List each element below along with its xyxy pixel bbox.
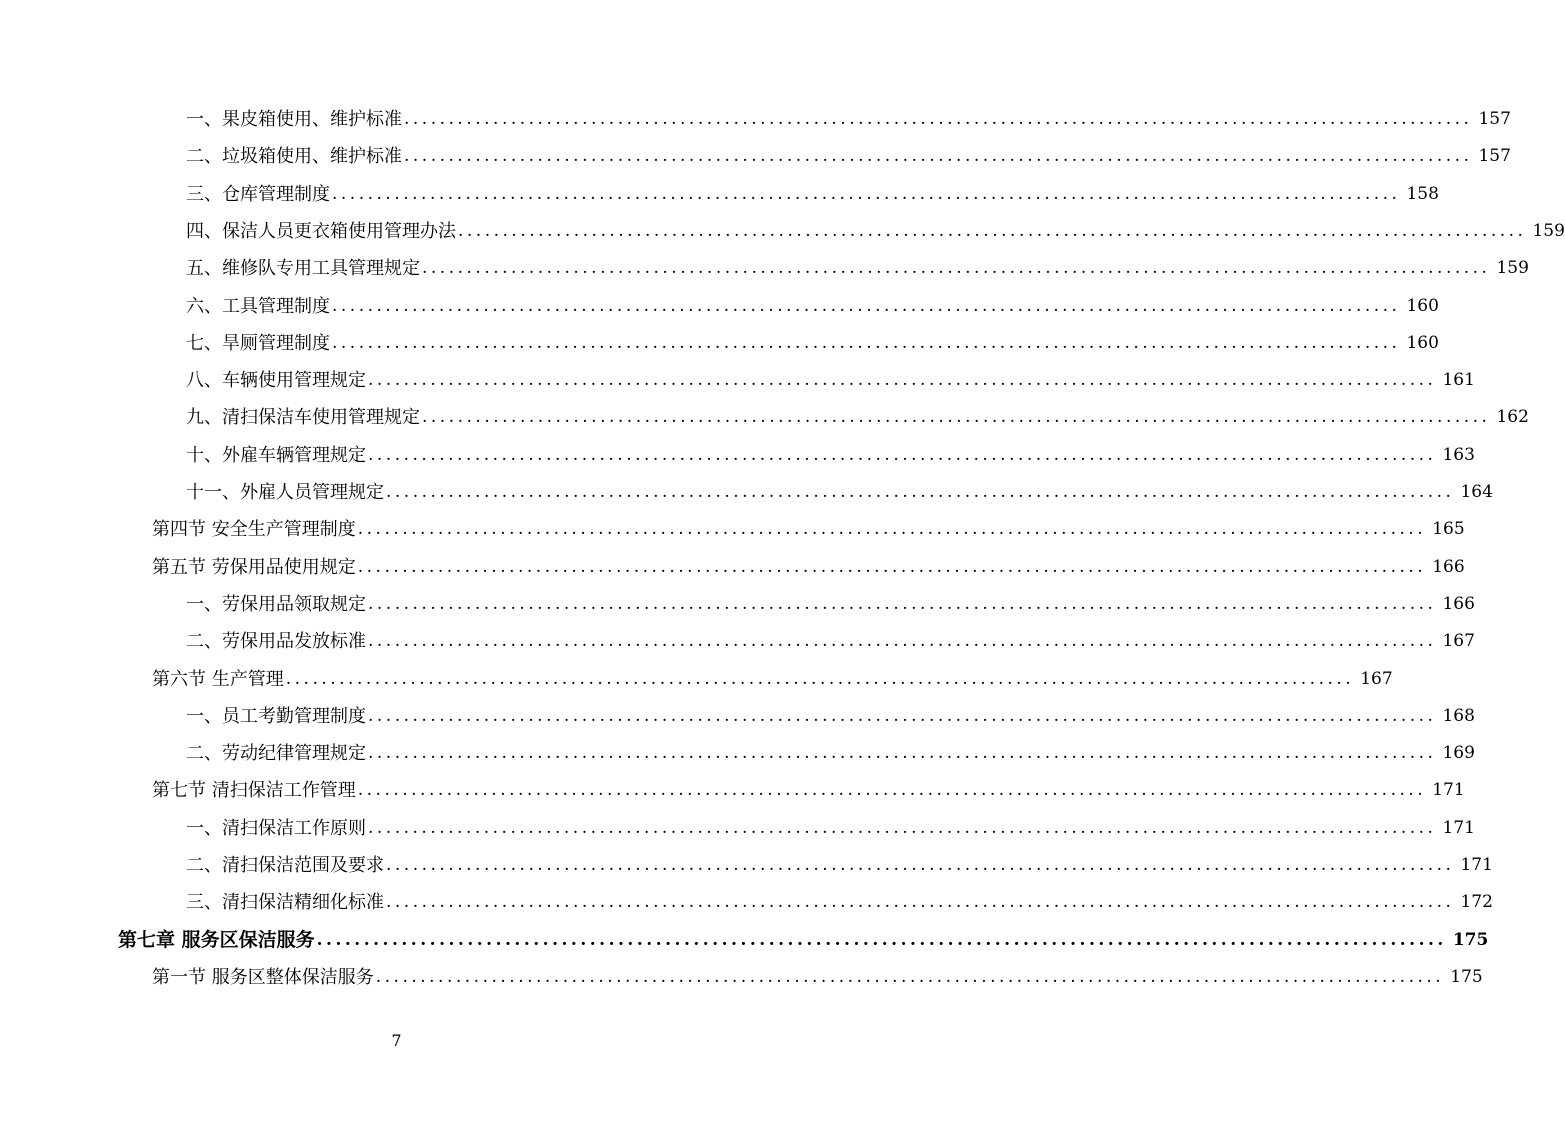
toc-entry <box>118 922 1489 959</box>
toc-entry <box>186 810 1475 847</box>
toc-entry <box>152 772 1465 809</box>
toc-entry-title: 九、清扫保洁车使用管理规定 <box>186 407 420 429</box>
toc-entry <box>186 623 1475 660</box>
toc-entry-page: 171 <box>1442 817 1475 838</box>
toc-entry-page: 165 <box>1432 519 1465 540</box>
toc-entry <box>152 549 1465 586</box>
toc-leader-dots: ........................................................................................................................ <box>422 407 1491 428</box>
toc-entry-page: 166 <box>1442 593 1475 614</box>
toc-entry-title: 三、仓库管理制度 <box>186 183 330 205</box>
toc-entry <box>186 250 1529 287</box>
toc-entry-title: 第五节 劳保用品使用规定 <box>152 556 356 578</box>
toc-entry-page: 171 <box>1460 855 1493 875</box>
toc-entry-title: 一、果皮箱使用、维护标准 <box>186 109 402 130</box>
toc-entry-title: 二、清扫保洁范围及要求 <box>186 855 384 876</box>
toc-entry-title: 六、工具管理制度 <box>186 295 330 317</box>
toc-entry-page: 175 <box>1450 966 1483 987</box>
toc-leader-dots: ........................................................................................................................ <box>316 929 1447 950</box>
toc-entry-page: 161 <box>1442 370 1475 391</box>
toc-entry-title: 四、保洁人员更衣箱使用管理办法 <box>186 220 456 242</box>
toc-entry-title: 十、外雇车辆管理规定 <box>186 444 366 466</box>
toc-entry-page: 166 <box>1432 556 1465 577</box>
toc-entry-page: 171 <box>1432 780 1465 801</box>
toc-entry-title: 二、垃圾箱使用、维护标准 <box>186 146 402 168</box>
toc-entry-title: 十一、外雇人员管理规定 <box>186 482 384 503</box>
toc-entry-title: 一、清扫保洁工作原则 <box>186 817 366 839</box>
toc-entry-page: 164 <box>1460 482 1493 502</box>
toc-leader-dots: ........................................................................................................................ <box>332 332 1401 353</box>
toc-entry <box>186 101 1511 138</box>
toc-entry-page: 157 <box>1478 146 1511 167</box>
toc-leader-dots: ........................................................................................................................ <box>404 146 1473 167</box>
toc-leader-dots: ........................................................................................................................ <box>285 668 1355 689</box>
toc-leader-dots: ........................................................................................................................ <box>357 519 1427 540</box>
toc-leader-dots: ........................................................................................................................ <box>368 370 1437 391</box>
toc-entry-page: 160 <box>1406 332 1439 353</box>
toc-entry <box>152 661 1393 698</box>
toc-entry-title: 一、劳保用品领取规定 <box>186 593 366 615</box>
toc-leader-dots: ........................................................................................................................ <box>332 295 1401 316</box>
toc-entry-title: 五、维修队专用工具管理规定 <box>186 258 420 280</box>
toc-leader-dots: ........................................................................................................................ <box>386 892 1455 913</box>
toc-leader-dots: ........................................................................................................................ <box>404 109 1473 129</box>
toc-entry-title: 八、车辆使用管理规定 <box>186 370 366 392</box>
toc-entry <box>186 586 1475 623</box>
toc-entry-title: 第六节 生产管理 <box>152 668 284 690</box>
toc-entry-title: 三、清扫保洁精细化标准 <box>186 892 384 914</box>
toc-leader-dots: ........................................................................................................................ <box>332 183 1401 204</box>
toc-entry-page: 168 <box>1442 705 1475 726</box>
toc-leader-dots: ........................................................................................................................ <box>368 705 1437 726</box>
toc-entry <box>186 698 1475 735</box>
toc-leader-dots: ........................................................................................................................ <box>368 743 1437 764</box>
toc-entry <box>186 884 1493 921</box>
toc-entry <box>186 325 1439 362</box>
toc-entry-title: 七、旱厕管理制度 <box>186 332 330 354</box>
toc-leader-dots: ........................................................................................................................ <box>386 855 1455 875</box>
toc-leader-dots: ........................................................................................................................ <box>458 220 1527 241</box>
toc-entry-title: 二、劳动纪律管理规定 <box>186 743 366 765</box>
toc-entry <box>186 138 1511 175</box>
toc-entry-title: 第七节 清扫保洁工作管理 <box>152 780 356 802</box>
toc-entry-title: 二、劳保用品发放标准 <box>186 631 366 653</box>
toc-entry-page: 169 <box>1442 743 1475 764</box>
toc-entry-page: 163 <box>1442 444 1475 465</box>
toc-entry <box>186 437 1475 474</box>
toc-entry-page: 159 <box>1532 220 1565 241</box>
toc-entry <box>186 847 1493 884</box>
toc-entry <box>186 399 1529 436</box>
toc-entry-title: 第七章 服务区保洁服务 <box>118 928 315 951</box>
toc-entry <box>186 213 1565 250</box>
toc-leader-dots: ........................................................................................................................ <box>357 780 1427 801</box>
toc-leader-dots: ........................................................................................................................ <box>368 444 1437 465</box>
toc-entry-title: 第一节 服务区整体保洁服务 <box>152 966 374 988</box>
toc-entry-page: 162 <box>1496 407 1529 428</box>
toc-entry-page: 167 <box>1442 631 1475 652</box>
toc-entry-page: 159 <box>1496 258 1529 279</box>
toc-leader-dots: ........................................................................................................................ <box>357 556 1427 577</box>
toc-entry-page: 172 <box>1460 892 1493 913</box>
toc-leader-dots: ........................................................................................................................ <box>375 966 1445 987</box>
toc-entry-page: 160 <box>1406 295 1439 316</box>
toc-entry-page: 167 <box>1360 668 1393 689</box>
toc-entry <box>186 176 1439 213</box>
toc-entry <box>186 362 1475 399</box>
toc-leader-dots: ........................................................................................................................ <box>368 817 1437 838</box>
toc-leader-dots: ........................................................................................................................ <box>422 258 1491 279</box>
toc-entry-page: 175 <box>1452 929 1489 950</box>
toc-entry-page: 158 <box>1406 183 1439 204</box>
toc-entry <box>186 474 1493 511</box>
page-number: 7 <box>391 1031 402 1050</box>
toc-entry <box>152 959 1483 996</box>
toc-entry-title: 第四节 安全生产管理制度 <box>152 519 356 541</box>
toc-entry <box>152 511 1465 548</box>
toc-leader-dots: ........................................................................................................................ <box>368 593 1437 614</box>
toc-entry <box>186 735 1475 772</box>
toc-entry <box>186 288 1439 325</box>
toc-leader-dots: ........................................................................................................................ <box>386 482 1455 502</box>
toc-entry-title: 一、员工考勤管理制度 <box>186 705 366 727</box>
toc-entry-page: 157 <box>1478 109 1511 129</box>
toc-leader-dots: ........................................................................................................................ <box>368 631 1437 652</box>
